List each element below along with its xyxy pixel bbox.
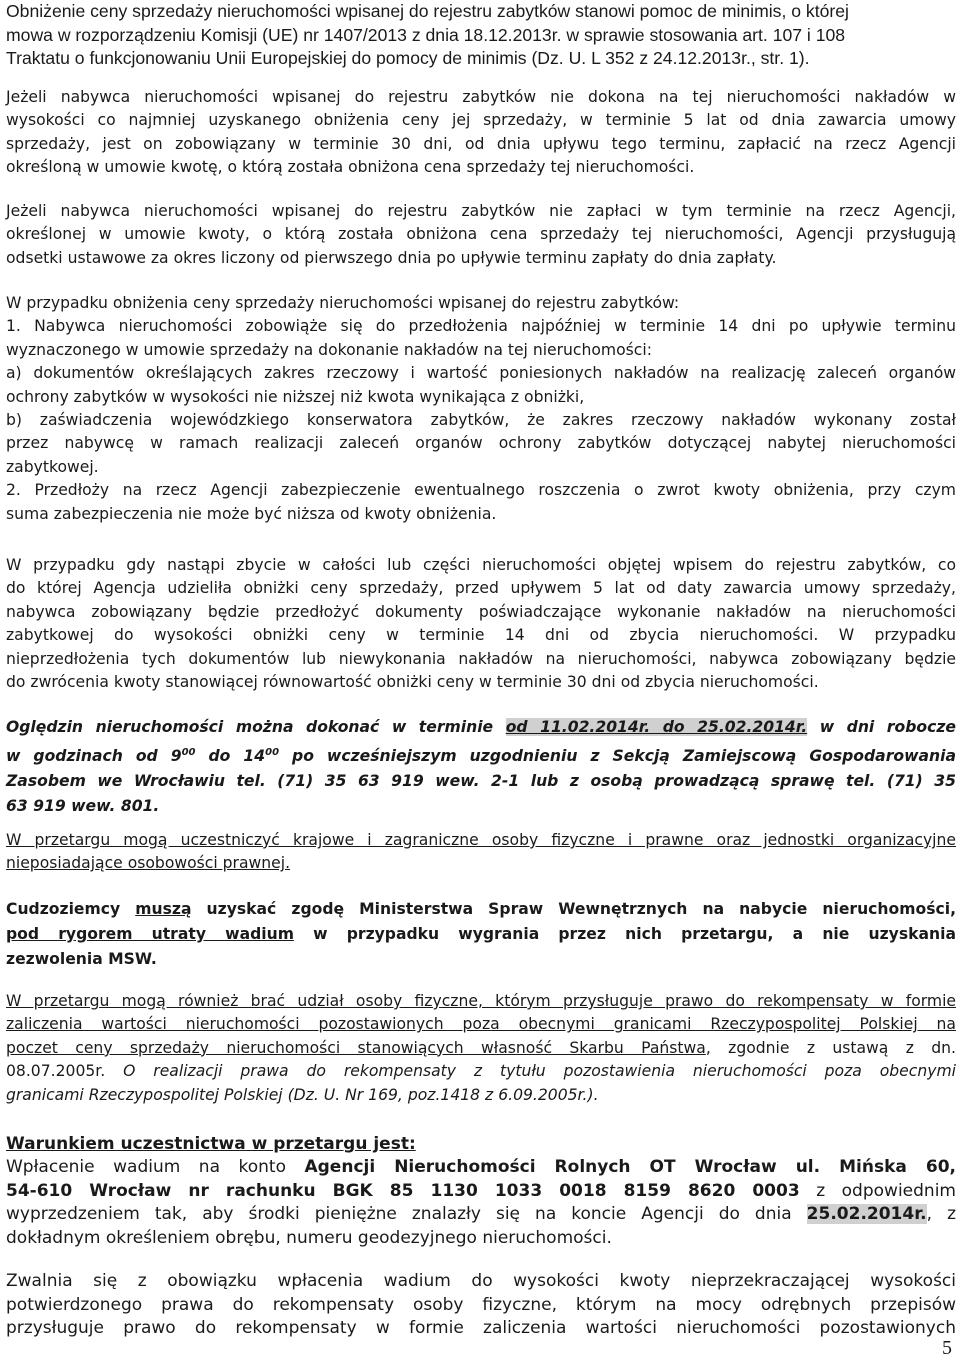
- paragraph-improvement-obligation: [6, 86, 956, 180]
- foreigners-text: uzyskać zgodę Ministerstwa Spraw Wewnętrznych na nabycie nieruchomości,: [191, 900, 956, 918]
- text-line: zezwolenia MSW.: [6, 950, 157, 968]
- text-line: b) zaświadczenia wojewódzkiego konserwatora zabytków, że zakres rzeczowy nakładów wykonany został: [6, 411, 956, 430]
- intro-line-2: mowa w rozporządzeniu Komisji (UE) nr 1407/2013 z dnia 18.12.2013r. w sprawie stosowania art. 107 i 108: [6, 24, 846, 45]
- compensation-text: poczet ceny sprzedaży nieruchomości stanowiących własność Skarbu Państwa: [6, 1038, 706, 1057]
- text-line: potwierdzonego prawa do rekompensaty osoby fizyczne, którym na mocy odrębnych przepisów: [6, 1294, 956, 1315]
- paragraph-deposit-exemption: [6, 1270, 956, 1341]
- foreigners-penalty: pod rygorem utraty wadium: [6, 925, 294, 943]
- participation-heading: [6, 1133, 956, 1156]
- hours-superscript: 00: [181, 747, 196, 758]
- hours-superscript: 00: [265, 747, 280, 758]
- text-line: nieprzedłożenia tych dokumentów lub niewykonania nakładów na nieruchomości, nabywca zobowiązany będzie: [6, 649, 956, 668]
- paragraph-deposit: [6, 1156, 956, 1250]
- text-line: określonej w umowie kwoty, o którą została obniżona cena sprzedaży tej nieruchomości, Agencji przysługują: [6, 225, 956, 244]
- deposit-text: wyprzedzeniem tak, aby środki pieniężne znalazły się na koncie Agencji do dnia: [6, 1204, 807, 1224]
- text-line: 2. Przedłoży na rzecz Agencji zabezpieczenie ewentualnego roszczenia o zwrot kwoty obniżenia, przy czym: [6, 481, 956, 500]
- inspection-text: po wcześniejszym uzgodnieniu z Sekcją Zamiejscową Gospodarowania: [279, 747, 956, 766]
- foreigners-must: muszą: [135, 900, 192, 918]
- text-line: Zasobem we Wrocławiu tel. (71) 35 63 919 wew. 2-1 lub z osobą prowadzącą sprawę tel. (71) 35: [6, 772, 956, 791]
- heading-text: Warunkiem uczestnictwa w przetargu jest:: [6, 1134, 416, 1154]
- text-line: sprzedaży, jest on zobowiązany w terminie 30 dni, od dnia upływu tego terminu, zapłacić na rzecz Agencji: [6, 134, 956, 153]
- text-line: nabywca zobowiązany będzie przedłożyć dokumenty poświadczające wykonanie nakładów na nieruchomości: [6, 602, 956, 621]
- paragraph-resale: [6, 554, 956, 694]
- inspection-text: w dni robocze: [807, 718, 956, 736]
- text-line: W przypadku obniżenia ceny sprzedaży nieruchomości wpisanej do rejestru zabytków:: [6, 294, 680, 312]
- deposit-text: Wpłacenie wadium na konto: [6, 1157, 305, 1177]
- foreigners-text: w przypadku wygrania przez nich przetargu, a nie uzyskania: [293, 925, 956, 943]
- text-line: granicami Rzeczypospolitej Polskiej (Dz. U. Nr 169, poz.1418 z 6.09.2005r.).: [6, 1085, 599, 1104]
- inspection-text: do 14: [195, 747, 266, 766]
- text-line: przez nabywcę w ramach realizacji zaleceń organów ochrony zabytków dotyczącej nabytej nieruchomości: [6, 434, 956, 453]
- text-line: 1. Nabywca nieruchomości zobowiąże się do przedłożenia najpóźniej w terminie 14 dni po upływie terminu: [6, 317, 956, 336]
- paragraph-inspection: [6, 715, 956, 819]
- intro-line-1: Obniżenie ceny sprzedaży nieruchomości wpisanej do rejestru zabytków stanowi pomoc de minimis, o której: [6, 1, 849, 21]
- text-line: wysokości co najmniej uzyskanego obniżenia ceny jej sprzedaży, w terminie 5 lat od dnia zawarcia umowy: [6, 111, 956, 130]
- inspection-text: Oględzin nieruchomości można dokonać w terminie: [6, 718, 506, 736]
- paragraph-interest: [6, 200, 956, 270]
- text-line: suma zabezpieczenia nie może być niższa od kwoty obniżenia.: [6, 504, 497, 523]
- inspection-text: w godzinach od 9: [6, 747, 182, 766]
- text-line: a) dokumentów określających zakres rzeczowy i wartość poniesionych nakładów na realizację zaleceń organów: [6, 364, 956, 383]
- text-line: do której Agencja udzieliła obniżki ceny sprzedaży, przed upływem 5 lat od daty zawarcia umowy sprzedaży,: [6, 579, 956, 598]
- text-line: zabytkowej.: [6, 457, 99, 476]
- text-line: do zwrócenia kwoty stanowiącej równowartość obniżki ceny w terminie 30 dni od zbycia nieruchomości.: [6, 673, 819, 692]
- text-line: W przetargu mogą również brać udział osoby fizyczne, którym przysługuje prawo do rekompensaty w formie: [6, 992, 956, 1010]
- text-line: W przypadku gdy nastąpi zbycie w całości lub części nieruchomości objętej wpisem do rejestru zabytków, co: [6, 556, 956, 574]
- text-line: Jeżeli nabywca nieruchomości wpisanej do rejestru zabytków nie dokona na tej nieruchomości nakładów w: [6, 88, 956, 106]
- text-line: określoną w umowie kwotę, o którą została obniżona cena sprzedaży tej nieruchomości.: [6, 158, 695, 177]
- text-line: przysługuje prawo do rekompensaty w formie zaliczenia wartości nieruchomości pozostawionych: [6, 1318, 956, 1338]
- act-title: O realizacji prawa do rekompensaty z tytułu pozostawienia nieruchomości poza obecnymi: [123, 1062, 956, 1081]
- compensation-text: , zgodnie z ustawą z dn.: [705, 1038, 956, 1057]
- intro-line-3: Traktatu o funkcjonowaniu Unii Europejskiej do pomocy de minimis (Dz. U. L 352 z 24.12.2013r., str. 1).: [6, 48, 810, 68]
- bank-account: 54-610 Wrocław nr rachunku BGK 85 1130 1033 0018 8159 8620 0003: [6, 1180, 800, 1201]
- text-line: dokładnym określeniem obrębu, numeru geodezyjnego nieruchomości.: [6, 1227, 612, 1248]
- text-line: zabytkowej do wysokości obniżki ceny w terminie 14 dni od zbycia nieruchomości. W przypadku: [6, 626, 956, 645]
- inspection-dates: od 11.02.2014r. do 25.02.2014r.: [505, 718, 808, 736]
- paragraph-foreigners: [6, 897, 956, 972]
- deposit-text: , z: [926, 1204, 956, 1224]
- agency-address: Agencji Nieruchomości Rolnych OT Wrocław ul. Mińska 60,: [304, 1157, 956, 1177]
- text-line: Zwalnia się z obowiązku wpłacenia wadium do wysokości kwoty nieprzekraczającej wysokości: [6, 1271, 956, 1291]
- text-line: odsetki ustawowe za okres liczony od pierwszego dnia po upływie terminu zapłaty do dnia zapłaty.: [6, 248, 777, 267]
- paragraph-price-reduction-conditions: [6, 292, 956, 526]
- compensation-text: 08.07.2005r.: [6, 1062, 124, 1081]
- text-line: 63 919 wew. 801.: [6, 797, 160, 816]
- intro-paragraph: [6, 0, 956, 71]
- text-line: zaliczenia wartości nieruchomości pozostawionych poza obecnymi granicami Rzeczypospolitej Polskiej na: [6, 1015, 956, 1034]
- text-line: ochrony zabytków w wysokości nie niższej niż kwota wynikająca z obniżki,: [6, 387, 585, 406]
- paragraph-eligible-bidders: [6, 829, 956, 876]
- foreigners-text: Cudzoziemcy: [6, 900, 136, 918]
- text-line: wyznaczonego w umowie sprzedaży na dokonanie nakładów na tej nieruchomości:: [6, 340, 652, 359]
- text-line: Jeżeli nabywca nieruchomości wpisanej do rejestru zabytków nie zapłaci w tym terminie na rzecz Agencji,: [6, 202, 956, 220]
- text-line: nieposiadające osobowości prawnej.: [6, 854, 291, 873]
- text-line: W przetargu mogą uczestniczyć krajowe i zagraniczne osoby fizyczne i prawne oraz jednostki organizacyjne: [6, 831, 956, 849]
- page-number: 5: [942, 1337, 952, 1359]
- deposit-text: z odpowiednim: [799, 1180, 956, 1201]
- paragraph-compensation: [6, 990, 956, 1107]
- deposit-deadline: 25.02.2014r.: [806, 1204, 927, 1224]
